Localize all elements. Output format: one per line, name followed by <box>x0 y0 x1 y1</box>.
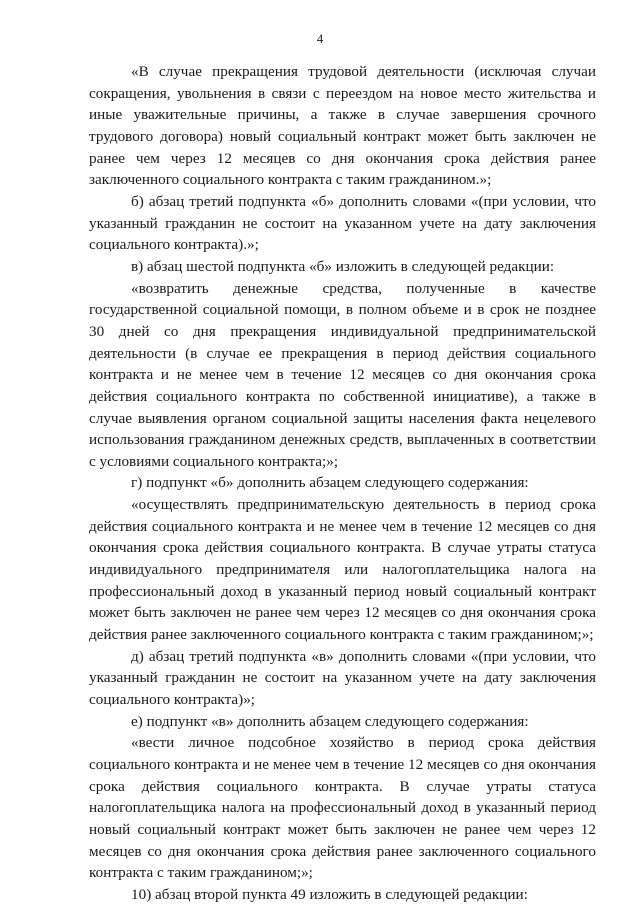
paragraph-9: «вести личное подсобное хозяйство в период срока действия социального контракта и не менее чем в течение 12 месяцев со дня окончания срока действия социального контракта. В случае утраты статуса налогоплательщика налога на профессиональный доход в указанный период новый социальный контракт может быть заключен не ранее чем через 12 месяцев со дня окончания срока действия ранее заключенного социального контракта с таким гражданином;»; <box>89 734 596 882</box>
paragraph-7: д) абзац третий подпункта «в» дополнить словами «(при условии, что указанный гражданин не состоит на указанном учете на дату заключения социального контракта)»; <box>89 647 596 709</box>
paragraph-8: е) подпункт «в» дополнить абзацем следующего содержания: <box>131 712 529 730</box>
paragraph-4: «возвратить денежные средства, полученные в качестве государственной социальной помощи, в полном объеме и в срок не позднее 30 дней со дня прекращения индивидуальной предпринимательской деятельности (в случае ее прекращения в период действия социального контракта и не менее чем в течение 12 месяцев со дня окончания срока действия социального контракта по собственной инициативе), а также в случае выявления органом социальной защиты населения факта нецелевого использования гражданином денежных средств, выплаченных в соответствии с условиями социального контракта;»; <box>89 279 596 470</box>
paragraph-3: в) абзац шестой подпункта «б» изложить в следующей редакции: <box>131 257 555 275</box>
paragraph-1: «В случае прекращения трудовой деятельности (исключая случаи сокращения, увольнения в связи с переездом на новое место жительства и иные уважительные причины, а также в случае завершения срочного трудового договора) новый социальный контракт может быть заключен не ранее чем через 12 месяцев со дня окончания срока действия ранее заключенного социального контракта с таким гражданином.»; <box>89 63 596 189</box>
document-body <box>89 61 596 906</box>
paragraph-10: 10) абзац второй пункта 49 изложить в следующей редакции: <box>131 885 528 903</box>
paragraph-5: г) подпункт «б» дополнить абзацем следующего содержания: <box>131 474 529 492</box>
paragraph-2: б) абзац третий подпункта «б» дополнить словами «(при условии, что указанный гражданин не состоит на указанном учете на дату заключения социального контракта).»; <box>89 192 596 254</box>
paragraph-6: «осуществлять предпринимательскую деятельность в период срока действия социального контракта и не менее чем в течение 12 месяцев со дня окончания срока действия социального контракта. В случае утраты статуса индивидуального предпринимателя или налогоплательщика налога на профессиональный доход в указанный период новый социальный контракт может быть заключен не ранее чем через 12 месяцев со дня окончания срока действия ранее заключенного социального контракта с таким гражданином;»; <box>89 496 596 644</box>
page-number: 4 <box>316 31 324 46</box>
